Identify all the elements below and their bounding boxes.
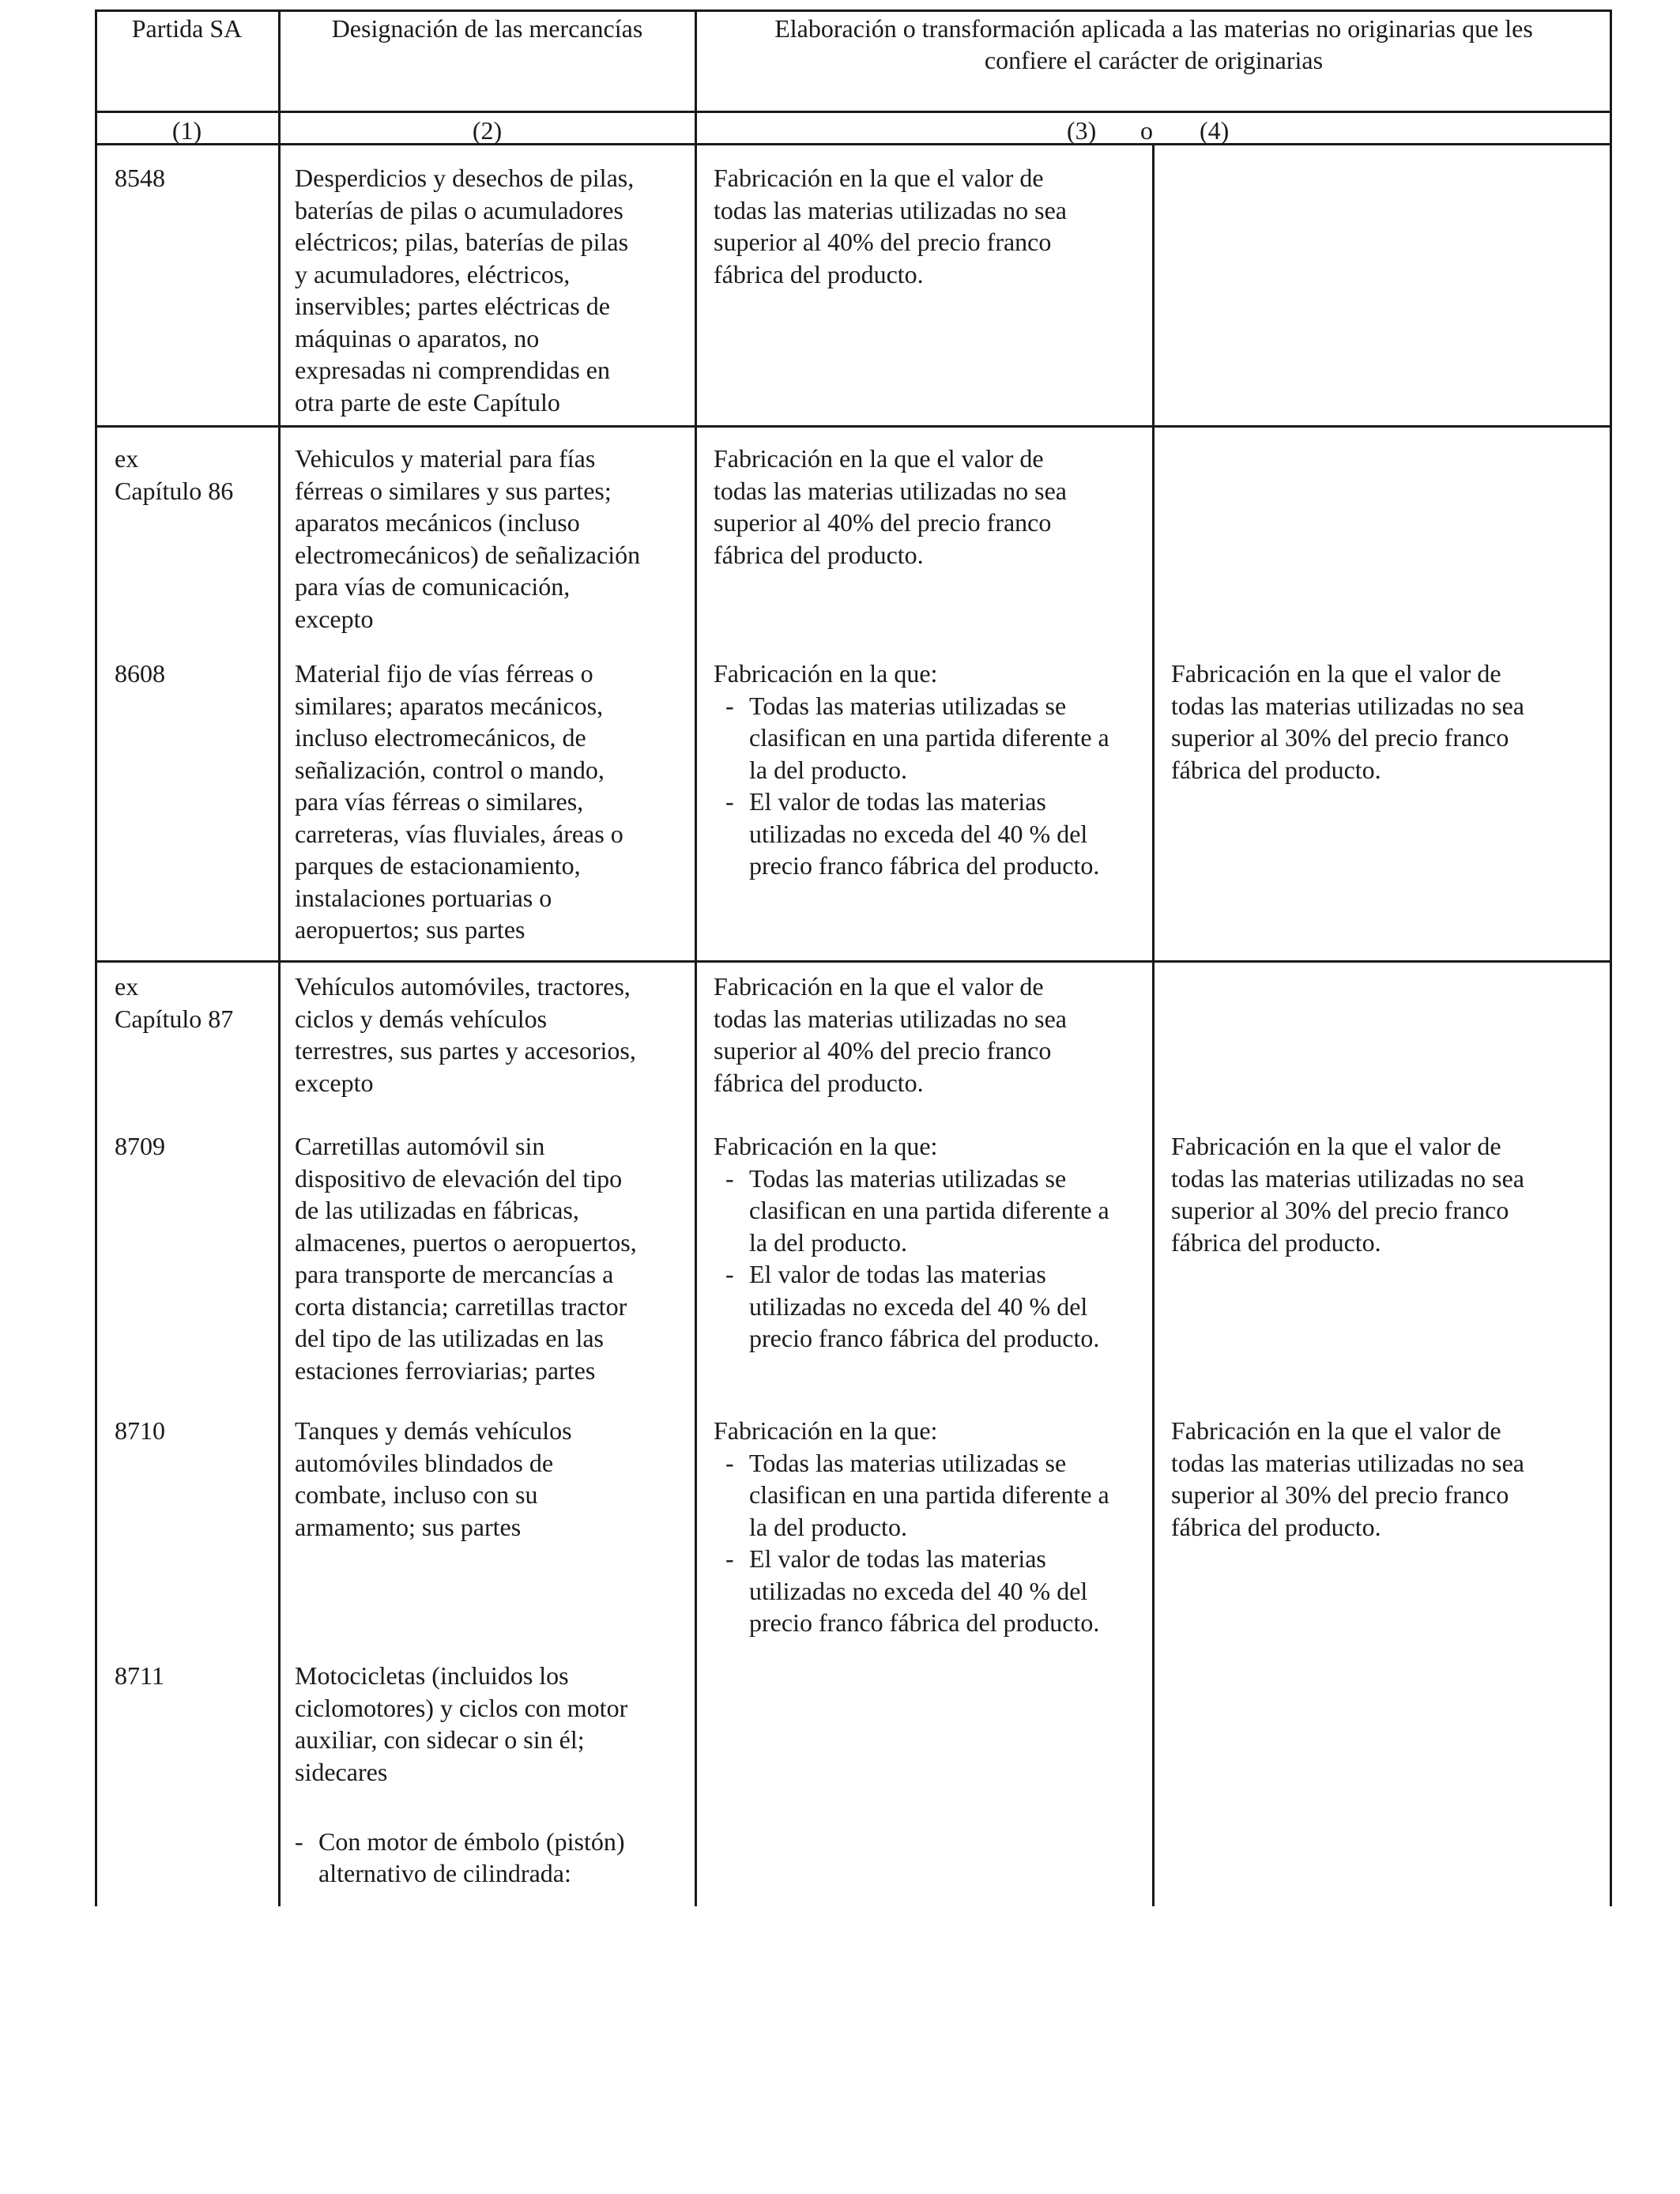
row-designation: Material fijo de vías férreas o — [295, 659, 593, 688]
header-divider — [95, 111, 1612, 113]
row-code: ex — [115, 444, 139, 473]
row-rule4: superior al 30% del precio franco — [1171, 1196, 1509, 1224]
row-code: 8548 — [115, 164, 165, 192]
designation-bullet-text: Con motor de émbolo (pistón) — [318, 1826, 625, 1856]
row-designation: sidecares — [295, 1757, 388, 1786]
bullet-dash: - — [725, 1260, 734, 1288]
row-code: 8710 — [115, 1416, 165, 1445]
row-designation: férreas o similares y sus partes; — [295, 476, 612, 505]
row-rule4: fábrica del producto. — [1171, 1512, 1381, 1541]
row-rule3: fábrica del producto. — [714, 540, 924, 569]
table-left-border — [95, 9, 97, 1906]
row-rule4: todas las materias utilizadas no sea — [1171, 691, 1524, 720]
row-rule3: fábrica del producto. — [714, 1068, 924, 1097]
row-designation: instalaciones portuarias o — [295, 883, 552, 912]
header-num1: (1) — [171, 116, 202, 145]
rule3-bullet-text: precio franco fábrica del producto. — [749, 1608, 1100, 1637]
row-code: 8711 — [115, 1661, 164, 1690]
row-rule3-intro: Fabricación en la que: — [714, 1132, 938, 1160]
column-divider — [278, 9, 281, 1906]
row-designation: para vías de comunicación, — [295, 572, 571, 601]
header-col3-line1: Elaboración o transformación aplicada a las materias no originarias que les — [774, 14, 1533, 43]
rule3-bullet-text: clasifican en una partida diferente a — [749, 1196, 1109, 1224]
row-rule3-intro: Fabricación en la que: — [714, 1416, 938, 1445]
row-code: ex — [115, 972, 139, 1001]
table-top-border — [95, 9, 1612, 12]
column-divider — [695, 9, 697, 1906]
row-designation: Tanques y demás vehículos — [295, 1416, 572, 1445]
row-designation: otra parte de este Capítulo — [295, 387, 560, 417]
row-divider — [95, 425, 1612, 428]
column-divider — [1152, 143, 1155, 1906]
row-designation: terrestres, sus partes y accesorios, — [295, 1036, 636, 1065]
row-rule4: fábrica del producto. — [1171, 755, 1381, 784]
row-rule4: Fabricación en la que el valor de — [1171, 1416, 1501, 1445]
bullet-dash: - — [725, 1163, 734, 1193]
rule3-bullet-text: El valor de todas las materias — [749, 1260, 1046, 1288]
row-rule3: Fabricación en la que el valor de — [714, 164, 1044, 192]
row-designation: dispositivo de elevación del tipo — [295, 1163, 623, 1193]
row-designation: Motocicletas (incluidos los — [295, 1661, 569, 1690]
row-designation: máquinas o aparatos, no — [295, 323, 540, 352]
row-designation: combate, incluso con su — [295, 1480, 538, 1509]
row-designation: aparatos mecánicos (incluso — [295, 508, 580, 537]
bullet-dash: - — [725, 1544, 734, 1573]
row-rule3: fábrica del producto. — [714, 259, 924, 288]
row-designation: automóviles blindados de — [295, 1448, 554, 1477]
rule3-bullet-text: precio franco fábrica del producto. — [749, 851, 1100, 880]
row-designation: Vehiculos y material para fías — [295, 444, 596, 473]
row-designation: ciclomotores) y ciclos con motor — [295, 1693, 628, 1722]
row-rule4: superior al 30% del precio franco — [1171, 723, 1509, 752]
row-designation: Vehículos automóviles, tractores, — [295, 972, 631, 1001]
row-code: Capítulo 86 — [115, 476, 234, 505]
header-num2: (2) — [472, 116, 503, 145]
rule3-bullet-text: la del producto. — [749, 1512, 907, 1541]
header-num4: (4) — [1200, 116, 1230, 145]
row-designation: incluso electromecánicos, de — [295, 723, 586, 752]
rule3-bullet-text: El valor de todas las materias — [749, 787, 1046, 816]
row-rule3: superior al 40% del precio franco — [714, 228, 1052, 256]
row-rule3: todas las materias utilizadas no sea — [714, 1004, 1067, 1033]
row-rule4: superior al 30% del precio franco — [1171, 1480, 1509, 1509]
row-designation: auxiliar, con sidecar o sin él; — [295, 1725, 585, 1754]
rule3-bullet-text: utilizadas no exceda del 40 % del — [749, 819, 1088, 848]
row-code: 8709 — [115, 1132, 165, 1160]
row-designation: aeropuertos; sus partes — [295, 915, 525, 944]
row-designation: inservibles; partes eléctricas de — [295, 292, 610, 320]
row-designation: baterías de pilas o acumuladores — [295, 195, 623, 224]
row-designation: armamento; sus partes — [295, 1512, 522, 1541]
bullet-dash: - — [295, 1826, 303, 1856]
header-col1: Partida SA — [131, 14, 243, 43]
row-designation: excepto — [295, 604, 374, 633]
row-rule3: Fabricación en la que el valor de — [714, 972, 1044, 1001]
row-designation: estaciones ferroviarias; partes — [295, 1355, 596, 1385]
bullet-dash: - — [725, 787, 734, 816]
row-rule3: todas las materias utilizadas no sea — [714, 476, 1067, 505]
row-rule3: superior al 40% del precio franco — [714, 508, 1052, 537]
row-designation: ciclos y demás vehículos — [295, 1004, 548, 1033]
table-right-border — [1610, 9, 1612, 1906]
row-rule4: fábrica del producto. — [1171, 1227, 1381, 1257]
row-designation: electromecánicos) de señalización — [295, 540, 641, 569]
row-designation: almacenes, puertos o aeropuertos, — [295, 1227, 637, 1257]
row-designation: para transporte de mercancías a — [295, 1260, 614, 1288]
row-designation: carreteras, vías fluviales, áreas o — [295, 819, 623, 848]
row-rule3-intro: Fabricación en la que: — [714, 659, 938, 688]
row-rule4: todas las materias utilizadas no sea — [1171, 1163, 1524, 1193]
bullet-dash: - — [725, 691, 734, 720]
rule3-bullet-text: clasifican en una partida diferente a — [749, 1480, 1109, 1509]
row-designation: eléctricos; pilas, baterías de pilas — [295, 228, 629, 256]
bullet-dash: - — [725, 1448, 734, 1477]
rule3-bullet-text: El valor de todas las materias — [749, 1544, 1046, 1573]
rule3-bullet-text: precio franco fábrica del producto. — [749, 1324, 1100, 1352]
rule3-bullet-text: Todas las materias utilizadas se — [749, 1163, 1067, 1193]
header-col3-line2: confiere el carácter de originarias — [984, 46, 1324, 74]
row-designation: Desperdicios y desechos de pilas, — [295, 164, 635, 192]
row-designation: similares; aparatos mecánicos, — [295, 691, 604, 720]
row-designation: del tipo de las utilizadas en las — [295, 1324, 604, 1352]
row-rule4: Fabricación en la que el valor de — [1171, 659, 1501, 688]
row-designation: señalización, control o mando, — [295, 755, 605, 784]
row-rule4: todas las materias utilizadas no sea — [1171, 1448, 1524, 1477]
row-designation: de las utilizadas en fábricas, — [295, 1196, 579, 1224]
header-col2: Designación de las mercancías — [331, 14, 643, 43]
rule3-bullet-text: utilizadas no exceda del 40 % del — [749, 1291, 1088, 1321]
header-num3: (3) — [1067, 116, 1097, 145]
row-designation: Carretillas automóvil sin — [295, 1132, 545, 1160]
row-rule3: superior al 40% del precio franco — [714, 1036, 1052, 1065]
row-rule3: Fabricación en la que el valor de — [714, 444, 1044, 473]
row-designation: para vías férreas o similares, — [295, 787, 584, 816]
rule3-bullet-text: la del producto. — [749, 755, 907, 784]
row-rule3: todas las materias utilizadas no sea — [714, 195, 1067, 224]
rule3-bullet-text: clasifican en una partida diferente a — [749, 723, 1109, 752]
row-designation: excepto — [295, 1068, 374, 1097]
row-designation: parques de estacionamiento, — [295, 851, 581, 880]
row-designation: expresadas ni comprendidas en — [295, 356, 610, 384]
rule3-bullet-text: utilizadas no exceda del 40 % del — [749, 1576, 1088, 1605]
rule3-bullet-text: Todas las materias utilizadas se — [749, 691, 1067, 720]
row-code: Capítulo 87 — [115, 1004, 234, 1033]
header-num-or: o — [1140, 116, 1153, 145]
rule3-bullet-text: la del producto. — [749, 1227, 907, 1257]
row-designation: y acumuladores, eléctricos, — [295, 259, 571, 288]
row-code: 8608 — [115, 659, 165, 688]
row-rule4: Fabricación en la que el valor de — [1171, 1132, 1501, 1160]
row-divider — [95, 960, 1612, 963]
row-designation: corta distancia; carretillas tractor — [295, 1291, 627, 1321]
designation-bullet-text: alternativo de cilindrada: — [318, 1859, 571, 1887]
rule3-bullet-text: Todas las materias utilizadas se — [749, 1448, 1067, 1477]
